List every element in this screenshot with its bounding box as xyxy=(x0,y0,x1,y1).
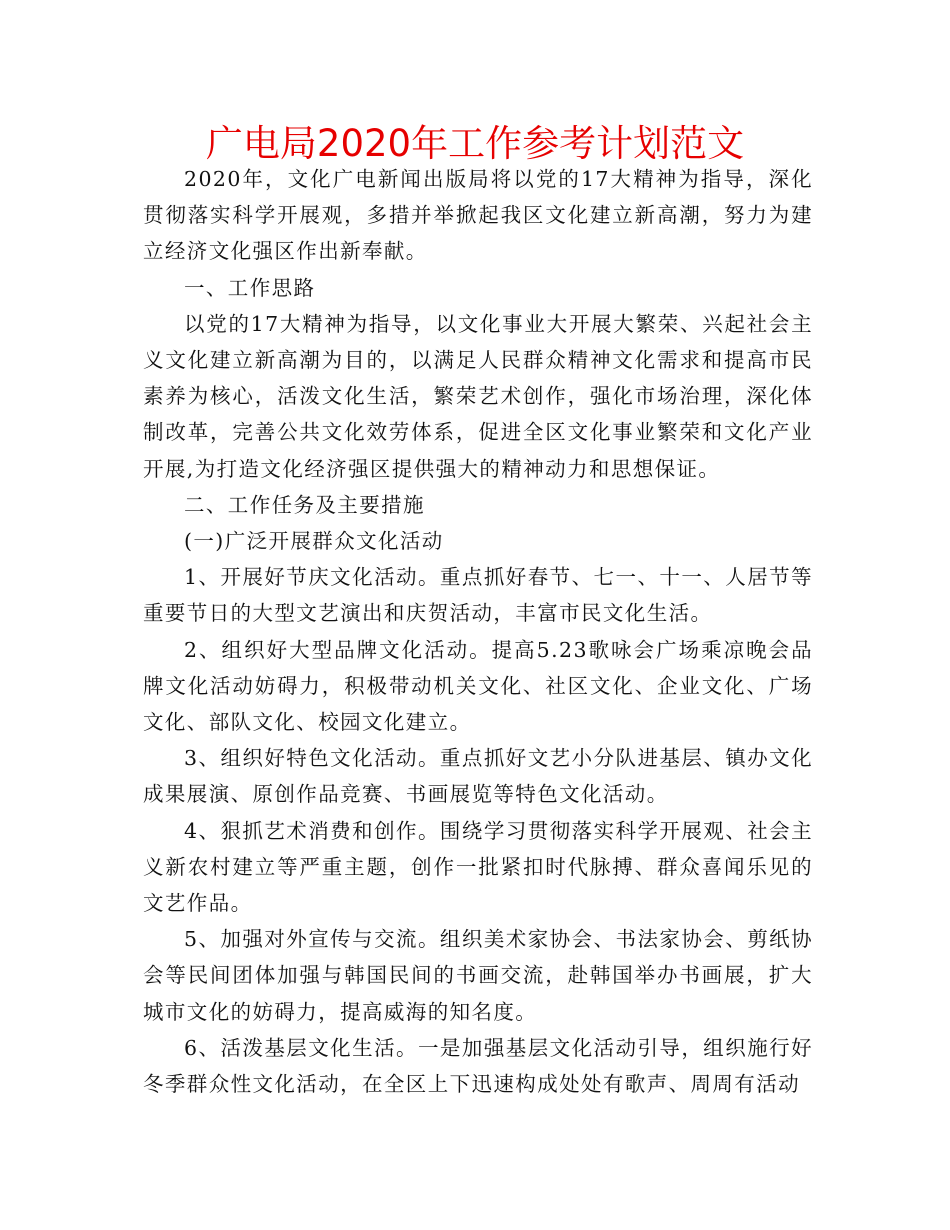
subheading-mass-culture: (一)广泛开展群众文化活动 xyxy=(184,529,444,554)
heading-work-ideas: 一、工作思路 xyxy=(184,275,316,300)
paragraph-item-6: 6、活泼基层文化生活。一是加强基层文化活动引导，组织施行好冬季群众性文化活动，在全区上下迅速构成处处有歌声、周周有活动 xyxy=(143,1035,813,1097)
heading-tasks-measures: 二、工作任务及主要措施 xyxy=(184,492,425,517)
document-body xyxy=(143,161,813,1102)
paragraph-item-2: 2、组织好大型品牌文化活动。提高5.23歌咏会广场乘凉晚会品牌文化活动妨碍力，积极带动机关文化、社区文化、企业文化、广场文化、部队文化、校园文化建立。 xyxy=(143,637,813,735)
paragraph-item-3: 3、组织好特色文化活动。重点抓好文艺小分队进基层、镇办文化成果展演、原创作品竞赛、书画展览等特色文化活动。 xyxy=(143,746,813,807)
document-title: 广电局2020年工作参考计划范文 xyxy=(205,122,745,165)
paragraph-item-4: 4、狠抓艺术消费和创作。围绕学习贯彻落实科学开展观、社会主义新农村建立等严重主题，创作一批紧扣时代脉搏、群众喜闻乐见的文艺作品。 xyxy=(143,818,813,916)
paragraph-item-5: 5、加强对外宣传与交流。组织美术家协会、书法家协会、剪纸协会等民间团体加强与韩国民间的书画交流，赴韩国举办书画展，扩大城市文化的妨碍力，提高威海的知名度。 xyxy=(143,927,813,1024)
paragraph-item-1: 1、开展好节庆文化活动。重点抓好春节、七一、十一、人居节等重要节日的大型文艺演出和庆贺活动，丰富市民文化生活。 xyxy=(143,565,813,626)
paragraph-intro: 2020年，文化广电新闻出版局将以党的17大精神为指导，深化贯彻落实科学开展观，多措并举掀起我区文化建立新高潮，努力为建立经济文化强区作出新奉献。 xyxy=(143,167,813,264)
paragraph-work-ideas: 以党的17大精神为指导，以文化事业大开展大繁荣、兴起社会主义文化建立新高潮为目的，以满足人民群众精神文化需求和提高市民素养为核心，活泼文化生活，繁荣艺术创作，强化市场治理，深化体制改革，完善公共文化效劳体系，促进全区文化事业繁荣和文化产业开展,为打造文化经济强区提供强大的精神动力和思想保证。 xyxy=(143,311,813,481)
